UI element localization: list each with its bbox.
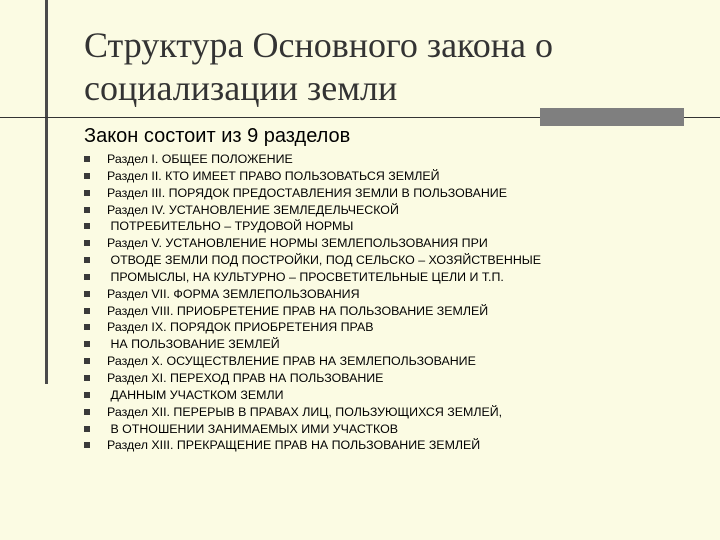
list-item: [84, 319, 541, 336]
list-item: [84, 235, 541, 252]
square-bullet-icon: [84, 173, 90, 179]
square-bullet-icon: [84, 442, 90, 448]
list-item-text: ПОТРЕБИТЕЛЬНО – ТРУДОВОЙ НОРМЫ: [107, 219, 354, 234]
accent-bar: [540, 108, 684, 126]
list-item-text: ОТВОДЕ ЗЕМЛИ ПОД ПОСТРОЙКИ, ПОД СЕЛЬСКО – ХОЗЯЙСТВЕННЫЕ: [107, 253, 542, 268]
list-item: [84, 202, 541, 219]
list-item: [84, 353, 541, 370]
square-bullet-icon: [84, 291, 90, 297]
list-item: [84, 336, 541, 353]
square-bullet-icon: [84, 156, 90, 162]
square-bullet-icon: [84, 375, 90, 381]
list-item-text: Раздел XII. ПЕРЕРЫВ В ПРАВАХ ЛИЦ, ПОЛЬЗУЮЩИХСЯ ЗЕМЛЕЙ,: [107, 404, 503, 419]
square-bullet-icon: [84, 324, 90, 330]
square-bullet-icon: [84, 223, 90, 229]
list-item-text: Раздел X. ОСУЩЕСТВЛЕНИЕ ПРАВ НА ЗЕМЛЕПОЛЬЗОВАНИЕ: [107, 354, 476, 369]
slide-subtitle: Закон состоит из 9 разделов: [84, 125, 351, 147]
square-bullet-icon: [84, 409, 90, 415]
list-item: [84, 168, 541, 185]
list-item-text: Раздел IX. ПОРЯДОК ПРИОБРЕТЕНИЯ ПРАВ: [107, 320, 374, 335]
list-item-text: Раздел V. УСТАНОВЛЕНИЕ НОРМЫ ЗЕМЛЕПОЛЬЗОВАНИЯ ПРИ: [107, 236, 488, 251]
square-bullet-icon: [84, 240, 90, 246]
square-bullet-icon: [84, 274, 90, 280]
list-item-text: Раздел I. ОБЩЕЕ ПОЛОЖЕНИЕ: [107, 152, 293, 166]
list-item: [84, 370, 541, 387]
list-item: [84, 404, 541, 421]
list-item: [84, 303, 541, 320]
square-bullet-icon: [84, 207, 90, 213]
list-item: [84, 286, 541, 303]
square-bullet-icon: [84, 257, 90, 263]
list-item-text: Раздел VIII. ПРИОБРЕТЕНИЕ ПРАВ НА ПОЛЬЗОВАНИЕ ЗЕМЛЕЙ: [107, 303, 489, 318]
list-item-text: НА ПОЛЬЗОВАНИЕ ЗЕМЛЕЙ: [107, 337, 280, 352]
list-item: [84, 269, 541, 286]
list-item: [84, 387, 541, 404]
list-item-text: Раздел III. ПОРЯДОК ПРЕДОСТАВЛЕНИЯ ЗЕМЛИ В ПОЛЬЗОВАНИЕ: [107, 185, 507, 200]
list-item-text: Раздел II. КТО ИМЕЕТ ПРАВО ПОЛЬЗОВАТЬСЯ ЗЕМЛЕЙ: [107, 168, 440, 183]
square-bullet-icon: [84, 426, 90, 432]
square-bullet-icon: [84, 341, 90, 347]
list-item-text: Раздел XIII. ПРЕКРАЩЕНИЕ ПРАВ НА ПОЛЬЗОВАНИЕ ЗЕМЛЕЙ: [107, 438, 481, 453]
list-item: [84, 437, 541, 454]
square-bullet-icon: [84, 358, 90, 364]
list-item-text: ДАННЫМ УЧАСТКОМ ЗЕМЛИ: [107, 387, 284, 402]
list-item: [84, 218, 541, 235]
section-list: [84, 151, 541, 454]
square-bullet-icon: [84, 308, 90, 314]
left-vertical-rule: [45, 0, 48, 384]
list-item-text: Раздел XI. ПЕРЕХОД ПРАВ НА ПОЛЬЗОВАНИЕ: [107, 370, 384, 385]
slide-title: Структура Основного закона о социализации земли: [84, 25, 553, 108]
square-bullet-icon: [84, 392, 90, 398]
list-item-text: Раздел IV. УСТАНОВЛЕНИЕ ЗЕМЛЕДЕЛЬЧЕСКОЙ: [107, 202, 399, 217]
list-item: [84, 151, 541, 168]
list-item: [84, 252, 541, 269]
list-item-text: Раздел VII. ФОРМА ЗЕМЛЕПОЛЬЗОВАНИЯ: [107, 286, 360, 301]
list-item: [84, 185, 541, 202]
list-item-text: ПРОМЫСЛЫ, НА КУЛЬТУРНО – ПРОСВЕТИТЕЛЬНЫЕ ЦЕЛИ И Т.П.: [107, 269, 504, 284]
list-item: [84, 421, 541, 438]
list-item-text: В ОТНОШЕНИИ ЗАНИМАЕМЫХ ИМИ УЧАСТКОВ: [107, 421, 398, 436]
square-bullet-icon: [84, 190, 90, 196]
